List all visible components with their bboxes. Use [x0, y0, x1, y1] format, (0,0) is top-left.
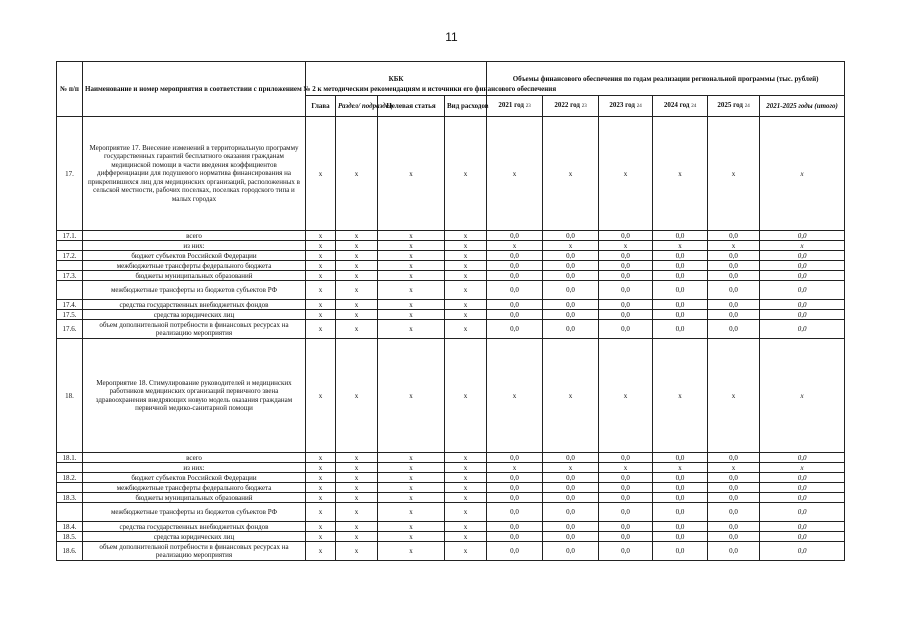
row-number: 18.4. — [57, 522, 83, 532]
value-cell: 0,0 — [760, 231, 845, 241]
value-cell: 0,0 — [760, 483, 845, 493]
value-cell: 0,0 — [543, 231, 599, 241]
value-cell: 0,0 — [760, 320, 845, 339]
value-cell: x — [445, 300, 487, 310]
table-row — [57, 522, 845, 532]
value-cell: x — [445, 483, 487, 493]
table-row — [57, 310, 845, 320]
row-number: 17. — [57, 117, 83, 231]
value-cell: x — [378, 117, 445, 231]
value-cell: x — [306, 320, 336, 339]
value-cell: 0,0 — [543, 261, 599, 271]
value-cell: x — [653, 339, 708, 453]
value-cell: x — [336, 522, 378, 532]
value-cell: x — [378, 542, 445, 561]
table-row — [57, 483, 845, 493]
value-cell: 0,0 — [543, 453, 599, 463]
header-year-2023: 2023 год 24 — [599, 96, 653, 117]
table-row — [57, 241, 845, 251]
value-cell: 0,0 — [487, 483, 543, 493]
value-cell: x — [306, 300, 336, 310]
value-cell: x — [306, 473, 336, 483]
value-cell: x — [336, 473, 378, 483]
value-cell: x — [378, 339, 445, 453]
value-cell: 0,0 — [599, 483, 653, 493]
value-cell: 0,0 — [708, 542, 760, 561]
value-cell: 0,0 — [653, 231, 708, 241]
header-kbk-razdel: Раздел/ подраздел — [336, 96, 378, 117]
value-cell: x — [306, 503, 336, 522]
value-cell: 0,0 — [653, 453, 708, 463]
row-label: средства государственных внебюджетных фондов — [83, 522, 306, 532]
row-label: средства юридических лиц — [83, 532, 306, 542]
value-cell: 0,0 — [599, 522, 653, 532]
value-cell: 0,0 — [760, 271, 845, 281]
value-cell: x — [378, 463, 445, 473]
value-cell: x — [378, 300, 445, 310]
row-number: 18. — [57, 339, 83, 453]
value-cell: 0,0 — [543, 522, 599, 532]
row-label: всего — [83, 453, 306, 463]
value-cell: x — [336, 241, 378, 251]
row-number: 17.2. — [57, 251, 83, 261]
value-cell: 0,0 — [760, 261, 845, 271]
header-year-2022: 2022 год 23 — [543, 96, 599, 117]
value-cell: 0,0 — [487, 473, 543, 483]
value-cell: x — [336, 261, 378, 271]
value-cell: x — [336, 463, 378, 473]
table-row — [57, 453, 845, 463]
value-cell: 0,0 — [599, 271, 653, 281]
value-cell: x — [445, 532, 487, 542]
page-number: 11 — [445, 30, 458, 44]
value-cell: x — [487, 463, 543, 473]
value-cell: x — [378, 483, 445, 493]
value-cell: 0,0 — [653, 281, 708, 300]
value-cell: 0,0 — [653, 473, 708, 483]
value-cell: x — [378, 320, 445, 339]
row-label: объем дополнительной потребности в финансовых ресурсах на реализацию мероприятия — [83, 320, 306, 339]
value-cell: 0,0 — [487, 542, 543, 561]
value-cell: x — [306, 483, 336, 493]
value-cell: 0,0 — [543, 493, 599, 503]
value-cell: 0,0 — [708, 522, 760, 532]
value-cell: x — [599, 241, 653, 251]
header-year-2025: 2025 год 24 — [708, 96, 760, 117]
row-number: 17.1. — [57, 231, 83, 241]
row-label: средства государственных внебюджетных фондов — [83, 300, 306, 310]
row-number — [57, 261, 83, 271]
value-cell: x — [708, 117, 760, 231]
value-cell: 0,0 — [543, 532, 599, 542]
value-cell: x — [708, 463, 760, 473]
row-number: 17.5. — [57, 310, 83, 320]
value-cell: 0,0 — [708, 281, 760, 300]
value-cell: 0,0 — [653, 320, 708, 339]
value-cell: x — [760, 463, 845, 473]
row-number: 17.3. — [57, 271, 83, 281]
value-cell: x — [445, 281, 487, 300]
header-name: Наименование и номер мероприятия в соответствии с приложением № 2 к методическим рекомендациям и источники его финансового обеспечения — [83, 62, 306, 117]
value-cell: 0,0 — [708, 453, 760, 463]
value-cell: x — [445, 231, 487, 241]
value-cell: 0,0 — [599, 261, 653, 271]
value-cell: x — [336, 271, 378, 281]
value-cell: x — [543, 339, 599, 453]
row-number: 17.6. — [57, 320, 83, 339]
value-cell: 0,0 — [708, 261, 760, 271]
value-cell: 0,0 — [487, 281, 543, 300]
value-cell: x — [445, 261, 487, 271]
value-cell: x — [599, 117, 653, 231]
row-number: 17.4. — [57, 300, 83, 310]
value-cell: x — [336, 339, 378, 453]
value-cell: x — [760, 241, 845, 251]
value-cell: x — [336, 483, 378, 493]
row-label: средства юридических лиц — [83, 310, 306, 320]
value-cell: 0,0 — [543, 281, 599, 300]
value-cell: 0,0 — [543, 320, 599, 339]
value-cell: x — [708, 339, 760, 453]
value-cell: 0,0 — [599, 251, 653, 261]
row-label: межбюджетные трансферты федерального бюджета — [83, 483, 306, 493]
value-cell: 0,0 — [543, 542, 599, 561]
value-cell: 0,0 — [653, 271, 708, 281]
value-cell: 0,0 — [487, 231, 543, 241]
value-cell: x — [487, 339, 543, 453]
value-cell: 0,0 — [653, 483, 708, 493]
header-num: № п/п — [57, 62, 83, 117]
value-cell: x — [445, 503, 487, 522]
value-cell: x — [445, 320, 487, 339]
value-cell: x — [599, 339, 653, 453]
value-cell: 0,0 — [760, 493, 845, 503]
value-cell: 0,0 — [543, 473, 599, 483]
table-body — [57, 117, 845, 561]
table-header — [57, 62, 845, 117]
table-row — [57, 473, 845, 483]
table-row — [57, 503, 845, 522]
event-row — [57, 117, 845, 231]
value-cell: x — [378, 493, 445, 503]
table-row — [57, 532, 845, 542]
funding-table — [56, 61, 845, 561]
row-label: межбюджетные трансферты из бюджетов субъектов РФ — [83, 503, 306, 522]
row-number — [57, 463, 83, 473]
row-label: бюджет субъектов Российской Федерации — [83, 473, 306, 483]
value-cell: 0,0 — [653, 251, 708, 261]
value-cell: x — [445, 339, 487, 453]
value-cell: 0,0 — [760, 503, 845, 522]
value-cell: x — [378, 522, 445, 532]
value-cell: x — [653, 117, 708, 231]
row-number — [57, 281, 83, 300]
value-cell: x — [306, 231, 336, 241]
value-cell: x — [306, 261, 336, 271]
value-cell: x — [445, 251, 487, 261]
value-cell: x — [445, 117, 487, 231]
value-cell: 0,0 — [487, 503, 543, 522]
value-cell: x — [378, 231, 445, 241]
value-cell: x — [378, 251, 445, 261]
value-cell: x — [543, 117, 599, 231]
row-label: бюджет субъектов Российской Федерации — [83, 251, 306, 261]
value-cell: x — [378, 473, 445, 483]
value-cell: x — [306, 463, 336, 473]
value-cell: 0,0 — [487, 261, 543, 271]
value-cell: x — [653, 241, 708, 251]
header-year-2021: 2021 год 23 — [487, 96, 543, 117]
value-cell: x — [487, 241, 543, 251]
value-cell: 0,0 — [653, 522, 708, 532]
row-label: бюджеты муниципальных образований — [83, 493, 306, 503]
value-cell: x — [708, 241, 760, 251]
value-cell: 0,0 — [708, 271, 760, 281]
value-cell: 0,0 — [708, 251, 760, 261]
value-cell: x — [445, 493, 487, 503]
table-row — [57, 261, 845, 271]
table-row — [57, 320, 845, 339]
value-cell: x — [336, 453, 378, 463]
row-label: всего — [83, 231, 306, 241]
value-cell: 0,0 — [760, 310, 845, 320]
row-number: 18.5. — [57, 532, 83, 542]
value-cell: x — [306, 241, 336, 251]
value-cell: 0,0 — [760, 473, 845, 483]
value-cell: x — [306, 532, 336, 542]
value-cell: 0,0 — [708, 473, 760, 483]
value-cell: 0,0 — [487, 251, 543, 261]
row-label: из них: — [83, 241, 306, 251]
table-row — [57, 300, 845, 310]
value-cell: 0,0 — [543, 503, 599, 522]
value-cell: 0,0 — [599, 542, 653, 561]
value-cell: x — [306, 542, 336, 561]
value-cell: x — [599, 463, 653, 473]
value-cell: x — [336, 542, 378, 561]
row-label: объем дополнительной потребности в финансовых ресурсах на реализацию мероприятия — [83, 542, 306, 561]
value-cell: x — [378, 281, 445, 300]
value-cell: 0,0 — [760, 300, 845, 310]
table-row — [57, 281, 845, 300]
event-row — [57, 339, 845, 453]
value-cell: 0,0 — [487, 300, 543, 310]
value-cell: x — [306, 453, 336, 463]
value-cell: 0,0 — [708, 320, 760, 339]
value-cell: 0,0 — [599, 320, 653, 339]
value-cell: x — [445, 522, 487, 532]
value-cell: 0,0 — [487, 310, 543, 320]
header-year-2024: 2024 год 24 — [653, 96, 708, 117]
header-total: 2021-2025 годы (итого) — [760, 96, 845, 117]
value-cell: x — [445, 310, 487, 320]
value-cell: 0,0 — [543, 271, 599, 281]
value-cell: 0,0 — [599, 493, 653, 503]
value-cell: x — [487, 117, 543, 231]
value-cell: 0,0 — [653, 493, 708, 503]
value-cell: x — [336, 300, 378, 310]
value-cell: x — [760, 339, 845, 453]
value-cell: 0,0 — [708, 503, 760, 522]
row-number — [57, 483, 83, 493]
value-cell: 0,0 — [760, 542, 845, 561]
value-cell: x — [306, 522, 336, 532]
value-cell: x — [378, 453, 445, 463]
value-cell: x — [760, 117, 845, 231]
value-cell: 0,0 — [599, 231, 653, 241]
value-cell: x — [336, 310, 378, 320]
value-cell: 0,0 — [487, 320, 543, 339]
value-cell: 0,0 — [487, 522, 543, 532]
header-kbk-glava: Глава — [306, 96, 336, 117]
value-cell: x — [306, 339, 336, 453]
value-cell: x — [336, 320, 378, 339]
value-cell: 0,0 — [487, 453, 543, 463]
value-cell: x — [653, 463, 708, 473]
row-number: 18.6. — [57, 542, 83, 561]
value-cell: x — [306, 281, 336, 300]
value-cell: 0,0 — [653, 532, 708, 542]
value-cell: 0,0 — [543, 483, 599, 493]
value-cell: 0,0 — [708, 231, 760, 241]
value-cell: x — [378, 503, 445, 522]
value-cell: x — [336, 117, 378, 231]
value-cell: 0,0 — [708, 493, 760, 503]
header-kbk-statya: Целевая статья — [378, 96, 445, 117]
table-row — [57, 542, 845, 561]
value-cell: 0,0 — [543, 251, 599, 261]
value-cell: 0,0 — [760, 532, 845, 542]
value-cell: 0,0 — [708, 483, 760, 493]
value-cell: x — [378, 261, 445, 271]
value-cell: x — [336, 231, 378, 241]
row-number: 18.1. — [57, 453, 83, 463]
value-cell: x — [336, 493, 378, 503]
value-cell: x — [378, 532, 445, 542]
value-cell: 0,0 — [653, 310, 708, 320]
row-label: из них: — [83, 463, 306, 473]
value-cell: 0,0 — [653, 503, 708, 522]
value-cell: x — [336, 251, 378, 261]
event-title: Мероприятие 18. Стимулирование руководителей и медицинских работников медицинских организаций первичного звена здравоохранения внедряющих новую модель оказания гражданам первичной медико-санитарной помощи — [83, 339, 306, 453]
value-cell: x — [306, 493, 336, 503]
value-cell: 0,0 — [653, 542, 708, 561]
value-cell: 0,0 — [599, 310, 653, 320]
value-cell: 0,0 — [543, 310, 599, 320]
value-cell: x — [336, 281, 378, 300]
value-cell: 0,0 — [708, 300, 760, 310]
value-cell: 0,0 — [760, 281, 845, 300]
value-cell: x — [445, 463, 487, 473]
value-cell: x — [445, 473, 487, 483]
row-label: межбюджетные трансферты федерального бюджета — [83, 261, 306, 271]
value-cell: 0,0 — [487, 271, 543, 281]
table-row — [57, 463, 845, 473]
row-label: межбюджетные трансферты из бюджетов субъектов РФ — [83, 281, 306, 300]
table-row — [57, 271, 845, 281]
value-cell: 0,0 — [708, 532, 760, 542]
row-number: 18.3. — [57, 493, 83, 503]
row-label: бюджеты муниципальных образований — [83, 271, 306, 281]
value-cell: 0,0 — [653, 261, 708, 271]
value-cell: x — [336, 532, 378, 542]
value-cell: 0,0 — [708, 310, 760, 320]
header-kbk: КБК — [306, 62, 487, 96]
value-cell: x — [378, 310, 445, 320]
row-number — [57, 503, 83, 522]
value-cell: x — [306, 117, 336, 231]
value-cell: 0,0 — [760, 251, 845, 261]
value-cell: x — [445, 271, 487, 281]
value-cell: 0,0 — [487, 532, 543, 542]
event-title: Мероприятие 17. Внесение изменений в территориальную программу государственных гарантий бесплатного оказания гражданам медицинской помощи в части введения коэффициентов дифференциации для подушевого норматива финансирования на прикрепившихся лиц для медицинских организаций, расположенных в сельской местности, рабочих поселках, поселках городского типа и малых городах — [83, 117, 306, 231]
value-cell: 0,0 — [653, 300, 708, 310]
table-row — [57, 493, 845, 503]
value-cell: 0,0 — [599, 503, 653, 522]
value-cell: x — [543, 241, 599, 251]
row-number: 18.2. — [57, 473, 83, 483]
value-cell: x — [543, 463, 599, 473]
header-funding: Объемы финансового обеспечения по годам реализации региональной программы (тыс. рублей) — [487, 62, 845, 96]
value-cell: 0,0 — [599, 532, 653, 542]
value-cell: x — [445, 241, 487, 251]
value-cell: x — [306, 310, 336, 320]
value-cell: 0,0 — [599, 300, 653, 310]
row-number — [57, 241, 83, 251]
value-cell: x — [306, 271, 336, 281]
value-cell: 0,0 — [760, 522, 845, 532]
value-cell: x — [306, 251, 336, 261]
value-cell: x — [378, 241, 445, 251]
header-kbk-vid: Вид расходов — [445, 96, 487, 117]
value-cell: x — [378, 271, 445, 281]
value-cell: x — [336, 503, 378, 522]
value-cell: 0,0 — [487, 493, 543, 503]
value-cell: x — [445, 542, 487, 561]
value-cell: 0,0 — [599, 473, 653, 483]
value-cell: 0,0 — [543, 300, 599, 310]
value-cell: 0,0 — [599, 453, 653, 463]
table-row — [57, 231, 845, 241]
value-cell: 0,0 — [599, 281, 653, 300]
table-row — [57, 251, 845, 261]
value-cell: 0,0 — [760, 453, 845, 463]
value-cell: x — [445, 453, 487, 463]
